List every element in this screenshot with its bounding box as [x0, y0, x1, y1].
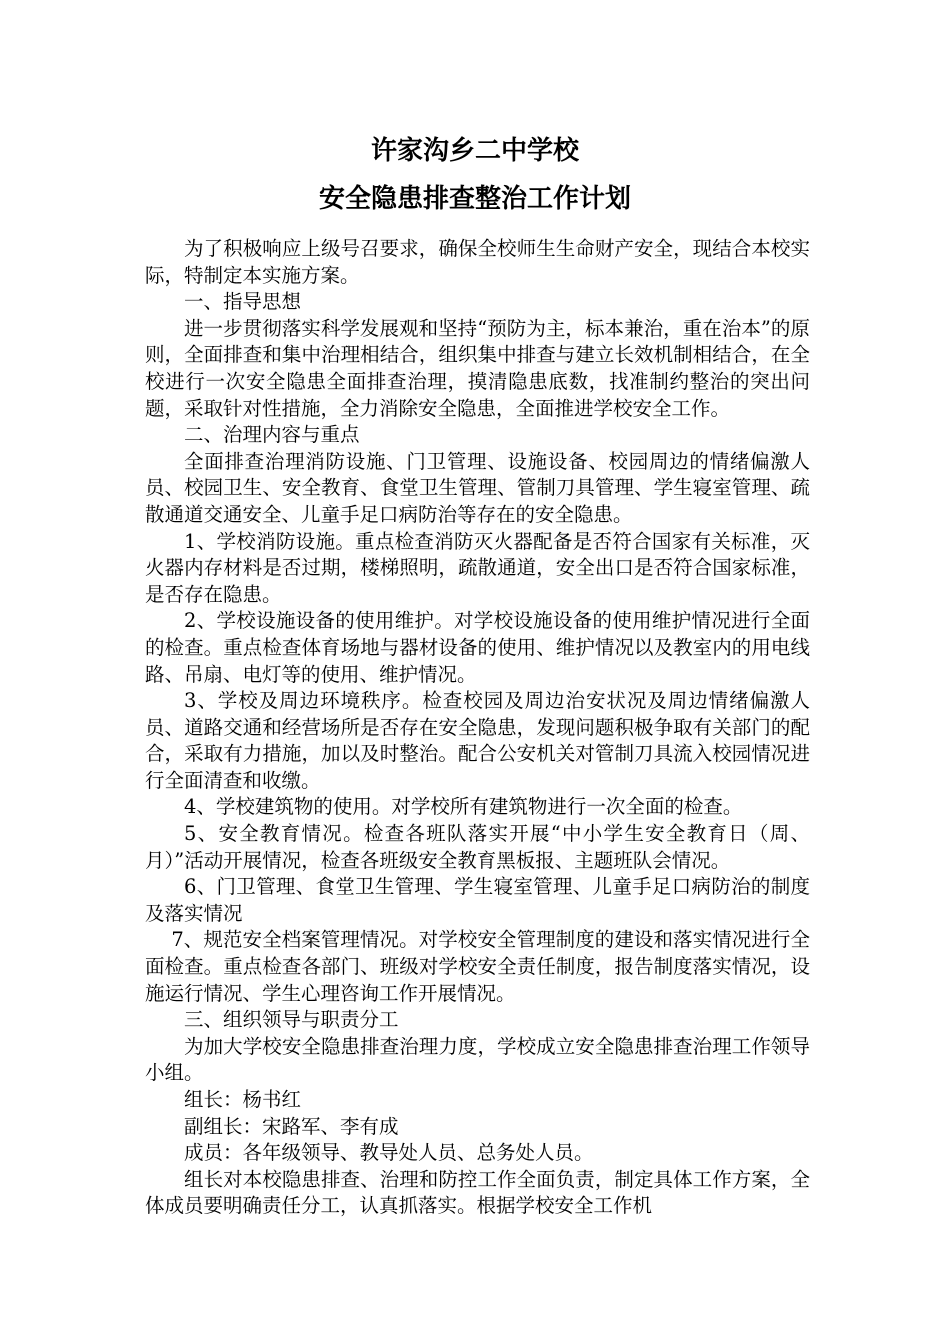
list-item-equipment-maintenance: 2、学校设施设备的使用维护。对学校设施设备的使用维护情况进行全面的检查。重点检查体育场地与器材设备的使用、维护情况以及教室内的用电线路、吊扇、电灯等的使用、维护情况。	[145, 609, 810, 686]
list-item-safety-archives: 7、规范安全档案管理情况。对学校安全管理制度的建设和落实情况进行全面检查。重点检查各部门、班级对学校安全责任制度，报告制度落实情况，设施运行情况、学生心理咨询工作开展情况。	[145, 928, 810, 1005]
section-heading-guiding-thought: 一、指导思想	[184, 290, 302, 314]
list-item-surrounding-order: 3、学校及周边环境秩序。检查校园及周边治安状况及周边情绪偏激人员、道路交通和经营场所是否存在安全隐患，发现问题积极争取有关部门的配合，采取有力措施，加以及时整治。配合公安机关对管制刀具流入校园情况进行全面清查和收缴。	[145, 689, 810, 792]
list-item-safety-education: 5、安全教育情况。检查各班队落实开展“中小学生安全教育日（周、月）”活动开展情况，检查各班级安全教育黑板报、主题班队会情况。	[145, 822, 810, 872]
list-item-management-systems: 6、门卫管理、食堂卫生管理、学生寝室管理、儿童手足口病防治的制度及落实情况	[145, 875, 810, 925]
document-body	[145, 236, 810, 1220]
document-title-plan: 安全隐患排查整治工作计划	[318, 184, 631, 214]
list-item-fire-facilities: 1、学校消防设施。重点检查消防灭火器配备是否符合国家有关标准，灭火器内存材料是否过期，楼梯照明，疏散通道，安全出口是否符合国家标准，是否存在隐患。	[145, 529, 810, 606]
section-heading-content-focus: 二、治理内容与重点	[184, 423, 360, 447]
section-heading-organization: 三、组织领导与职责分工	[184, 1008, 399, 1032]
group-leader: 组长：杨书红	[184, 1088, 302, 1111]
document-title-school: 许家沟乡二中学校	[370, 136, 579, 166]
list-item-buildings: 4、学校建筑物的使用。对学校所有建筑物进行一次全面的检查。	[184, 795, 743, 819]
paragraph-content-focus: 全面排查治理消防设施、门卫管理、设施设备、校园周边的情绪偏激人员、校园卫生、安全教育、食堂卫生管理、管制刀具管理、学生寝室管理、疏散通道交通安全、儿童手足口病防治等存在的安全隐患。	[145, 449, 810, 526]
group-members: 成员：各年级领导、教导处人员、总务处人员。	[184, 1141, 594, 1165]
paragraph-intro: 为了积极响应上级号召要求，确保全校师生生命财产安全，现结合本校实际，特制定本实施方案。	[145, 237, 810, 287]
paragraph-guiding-thought: 进一步贯彻落实科学发展观和坚持“预防为主，标本兼治，重在治本”的原则，全面排查和集中治理相结合，组织集中排查与建立长效机制相结合，在全校进行一次安全隐患全面排查治理，摸清隐患底数，找准制约整治的突出问题，采取针对性措施，全力消除安全隐患，全面推进学校安全工作。	[145, 316, 810, 420]
paragraph-responsibilities: 组长对本校隐患排查、治理和防控工作全面负责，制定具体工作方案，全体成员要明确责任分工，认真抓落实。根据学校安全工作机	[145, 1167, 810, 1218]
paragraph-organization: 为加大学校安全隐患排查治理力度，学校成立安全隐患排查治理工作领导小组。	[145, 1034, 810, 1085]
deputy-group-leaders: 副组长：宋路军、李有成	[184, 1114, 399, 1138]
